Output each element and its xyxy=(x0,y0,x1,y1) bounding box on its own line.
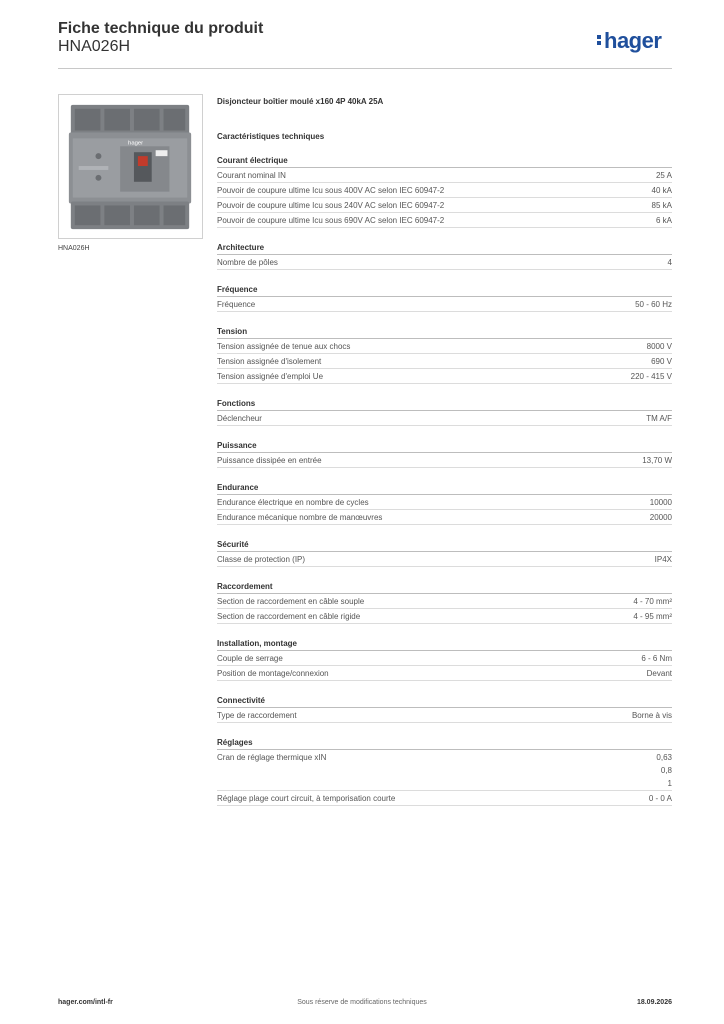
spec-label: Nombre de pôles xyxy=(217,258,278,267)
spec-value: 6 - 6 Nm xyxy=(641,654,672,663)
spec-row xyxy=(217,495,672,510)
spec-row xyxy=(217,339,672,354)
section-title: Fonctions xyxy=(217,397,672,411)
spec-value: 4 - 95 mm² xyxy=(633,612,672,621)
spec-section xyxy=(217,694,672,723)
footer-disclaimer: Sous réserve de modifications techniques xyxy=(297,999,427,1006)
spec-row xyxy=(217,453,672,468)
spec-label: Réglage plage court circuit, à temporisation courte xyxy=(217,794,396,803)
spec-value: 220 - 415 V xyxy=(630,372,672,381)
spec-value: 4 xyxy=(667,258,672,267)
spec-section xyxy=(217,241,672,270)
section-title: Sécurité xyxy=(217,538,672,552)
spec-value: 40 kA xyxy=(651,186,672,195)
spec-label: Pouvoir de coupure ultime Icu sous 240V AC selon IEC 60947-2 xyxy=(217,201,445,210)
spec-row xyxy=(217,369,672,384)
spec-row xyxy=(217,411,672,426)
spec-row xyxy=(217,354,672,369)
spec-label: Tension assignée d'isolement xyxy=(217,357,322,366)
spec-label: Pouvoir de coupure ultime Icu sous 690V AC selon IEC 60947-2 xyxy=(217,216,445,225)
spec-value: 0 - 0 A xyxy=(648,794,672,803)
spec-value: Devant xyxy=(646,669,672,678)
spec-content xyxy=(217,96,672,819)
spec-label: Tension assignée de tenue aux chocs xyxy=(217,342,351,351)
spec-row xyxy=(217,198,672,213)
spec-label: Courant nominal IN xyxy=(217,171,286,180)
spec-section xyxy=(217,538,672,567)
spec-row xyxy=(217,183,672,198)
spec-value: 50 - 60 Hz xyxy=(635,300,672,309)
header-divider xyxy=(58,68,672,69)
section-title: Courant électrique xyxy=(217,154,672,168)
spec-label: Type de raccordement xyxy=(217,711,297,720)
spec-value: 20000 xyxy=(649,513,672,522)
spec-label: Section de raccordement en câble rigide xyxy=(217,612,361,621)
spec-row xyxy=(217,708,672,723)
spec-value: 13,70 W xyxy=(642,456,672,465)
spec-section xyxy=(217,439,672,468)
section-title: Puissance xyxy=(217,439,672,453)
spec-row xyxy=(217,552,672,567)
spec-row xyxy=(217,791,672,806)
spec-row xyxy=(217,297,672,312)
spec-section xyxy=(217,325,672,384)
section-title: Raccordement xyxy=(217,580,672,594)
product-reference: HNA026H xyxy=(58,38,131,55)
spec-row xyxy=(217,750,672,791)
spec-label: Endurance mécanique nombre de manœuvres xyxy=(217,513,383,522)
image-caption: HNA026H xyxy=(58,245,90,252)
spec-value: 25 A xyxy=(655,171,672,180)
spec-value: IP4X xyxy=(654,555,672,564)
spec-section xyxy=(217,637,672,681)
section-title: Fréquence xyxy=(217,283,672,297)
spec-section xyxy=(217,154,672,228)
spec-label: Tension assignée d'emploi Ue xyxy=(217,372,324,381)
svg-text:hager: hager xyxy=(128,140,144,147)
spec-section xyxy=(217,580,672,624)
spec-value: 8000 V xyxy=(646,342,672,351)
page-title: Fiche technique du produit xyxy=(58,20,264,37)
spec-label: Pouvoir de coupure ultime Icu sous 400V AC selon IEC 60947-2 xyxy=(217,186,445,195)
spec-value: TM A/F xyxy=(646,414,672,423)
section-title: Réglages xyxy=(217,736,672,750)
spec-value: Borne à vis xyxy=(631,711,672,720)
spec-sections xyxy=(217,154,672,806)
spec-value: 4 - 70 mm² xyxy=(633,597,672,606)
spec-value: 85 kA xyxy=(651,201,672,210)
section-title: Connectivité xyxy=(217,694,672,708)
circuit-breaker-illustration xyxy=(59,95,202,238)
spec-row xyxy=(217,255,672,270)
spec-label: Déclencheur xyxy=(217,414,262,423)
spec-value: 690 V xyxy=(651,357,672,366)
spec-label: Puissance dissipée en entrée xyxy=(217,456,322,465)
spec-label: Position de montage/connexion xyxy=(217,669,329,678)
spec-label: Cran de réglage thermique xIN xyxy=(217,753,327,762)
spec-row xyxy=(217,213,672,228)
spec-section xyxy=(217,481,672,525)
logo-dots-icon xyxy=(597,33,601,47)
spec-value: 6 kA xyxy=(655,216,672,225)
spec-row xyxy=(217,594,672,609)
section-title: Endurance xyxy=(217,481,672,495)
spec-label: Couple de serrage xyxy=(217,654,283,663)
footer-date: 18.09.2026 xyxy=(636,999,672,1006)
spec-value: 10000 xyxy=(649,498,672,507)
spec-label: Classe de protection (IP) xyxy=(217,555,306,564)
section-title: Installation, montage xyxy=(217,637,672,651)
spec-row xyxy=(217,510,672,525)
spec-value: 0,63 0,8 1 xyxy=(656,753,672,788)
spec-section xyxy=(217,283,672,312)
footer-website-link[interactable]: hager.com/intl-fr xyxy=(58,999,113,1006)
logo-text: hager xyxy=(604,28,662,53)
product-name: Disjoncteur boîtier moulé x160 4P 40kA 25A xyxy=(217,97,384,106)
spec-section xyxy=(217,736,672,806)
hager-logo xyxy=(597,28,661,54)
spec-row xyxy=(217,609,672,624)
product-image xyxy=(58,94,203,239)
spec-label: Endurance électrique en nombre de cycles xyxy=(217,498,369,507)
spec-row xyxy=(217,168,672,183)
spec-section xyxy=(217,397,672,426)
spec-row xyxy=(217,666,672,681)
section-title: Architecture xyxy=(217,241,672,255)
spec-label: Fréquence xyxy=(217,300,256,309)
spec-row xyxy=(217,651,672,666)
specs-heading: Caractéristiques techniques xyxy=(217,132,325,141)
spec-label: Section de raccordement en câble souple xyxy=(217,597,365,606)
section-title: Tension xyxy=(217,325,672,339)
